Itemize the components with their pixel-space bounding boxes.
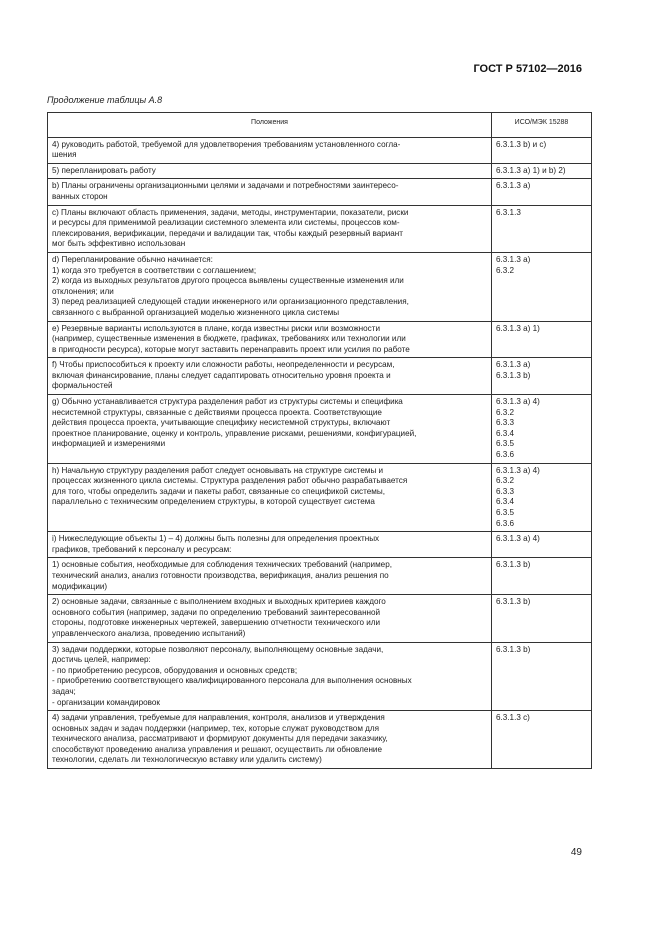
table-header-row [48, 113, 592, 138]
provision-text-line: 3) задачи поддержки, которые позволяют персоналу, выполняющему основные задачи, [52, 644, 384, 654]
provision-text-line: отклонения; или [52, 286, 114, 296]
provision-text-line: способствуют проведению анализа управления и решают, осуществить ли обновление [52, 744, 382, 754]
provision-cell [48, 137, 492, 163]
provision-text-line: формальностей [52, 381, 113, 391]
provision-text-line: 5) перепланировать работу [52, 165, 156, 175]
iso-reference: 6.3.1.3 c) [496, 713, 530, 723]
provision-cell [48, 252, 492, 321]
table-row [48, 179, 592, 205]
table-row [48, 463, 592, 532]
provision-cell [48, 321, 492, 358]
provision-text-line: основных задач и задач поддержки (например, тех, которые служат руководством для [52, 723, 380, 733]
provision-text-line: h) Начальную структуру разделения работ следует основывать на структуре системы и [52, 465, 384, 475]
table-row [48, 395, 592, 464]
table-row [48, 711, 592, 769]
table-row [48, 252, 592, 321]
provision-text-line: задач; [52, 686, 76, 696]
iso-reference-cell [492, 137, 592, 163]
provision-text-line: шения [52, 150, 77, 160]
iso-reference: 6.3.3 [496, 418, 515, 428]
standard-header: ГОСТ Р 57102—2016 [473, 63, 582, 75]
provision-text-line: графиков, требований к персоналу и ресурсам: [52, 544, 232, 554]
iso-reference-cell [492, 532, 592, 558]
iso-reference: 6.3.3 [496, 486, 515, 496]
table-row [48, 137, 592, 163]
provision-text-line: 2) основные задачи, связанные с выполнением входных и выходных критериев каждого [52, 597, 386, 607]
iso-reference-cell [492, 395, 592, 464]
provision-text-line: информацией и измерениями [52, 439, 166, 449]
iso-reference-cell [492, 321, 592, 358]
iso-reference: 6.3.1.3 b) [496, 644, 531, 654]
provision-text-line: стороны, подготовке инженерных чертежей, завершению отчетности технического или [52, 618, 381, 628]
provision-text-line: для того, чтобы определить задачи и пакеты работ, связанные со спецификой системы, [52, 486, 385, 496]
provision-cell [48, 463, 492, 532]
iso-reference: 6.3.5 [496, 508, 515, 517]
iso-reference: 6.3.1.3 [496, 207, 521, 217]
provision-text-line: проектное планирование, оценку и контроль, управление рисками, решениями, конфигурацией, [52, 428, 417, 438]
iso-reference: 6.3.1.3 a) 4) [496, 534, 540, 544]
iso-reference: 6.3.6 [496, 450, 515, 460]
provision-text-line: b) Планы ограничены организационными целями и задачами и потребностями заинтересо- [52, 181, 399, 191]
provision-cell [48, 395, 492, 464]
column-header-provisions: Положения [48, 113, 492, 138]
iso-reference-cell [492, 252, 592, 321]
iso-reference-cell [492, 595, 592, 642]
iso-reference: 6.3.1.3 b) [496, 560, 531, 570]
provision-text-line: d) Перепланирование обычно начинается: [52, 254, 213, 264]
provision-text-line: (например, существенные изменения в бюджете, графиках, требованиях или технологии или [52, 334, 406, 344]
provision-cell [48, 642, 492, 711]
provision-text-line: и ресурсы для применимой реализации системного элемента или системы, процессов ком- [52, 218, 400, 228]
provision-text-line: параллельно с техническим определением структуры, в которой существует система [52, 497, 375, 507]
provision-text-line: e) Резервные варианты используются в плане, когда известны риски или возможности [52, 323, 380, 333]
provision-text-line: процессах жизненного цикла системы. Структура разделения работ обычно разрабатывается [52, 476, 408, 486]
iso-reference-cell [492, 205, 592, 252]
provision-text-line: ванных сторон [52, 191, 108, 201]
provision-cell [48, 532, 492, 558]
provision-cell [48, 179, 492, 205]
table-row [48, 358, 592, 395]
provision-text-line: g) Обычно устанавливается структура разделения работ из структуры системы и спецификa [52, 397, 403, 407]
provision-text-line: основного события (например, задачи по определению требований заинтересованной [52, 607, 381, 617]
table-row [48, 558, 592, 595]
provision-text-line: включая финансирование, планы следует садаптировать относительно уровня проекта и [52, 370, 391, 380]
column-header-iso: ИСО/МЭК 15288 [492, 113, 592, 138]
provision-text-line: 3) перед реализацией следующей стадии инженерного или организационного представления, [52, 297, 409, 307]
provision-cell [48, 358, 492, 395]
iso-reference: 6.3.1.3 a) [496, 360, 531, 370]
provision-text-line: - по приобретению ресурсов, оборудования и основных средств; [52, 665, 298, 675]
iso-reference: 6.3.1.3 a) 4) [496, 397, 540, 407]
iso-reference: 6.3.4 [496, 428, 515, 438]
provision-text-line: c) Планы включают область применения, задачи, методы, инструментарии, показатели, риски [52, 207, 409, 217]
provision-text-line: 4) руководить работой, требуемой для удовлетворения требованиям установленного согла- [52, 139, 401, 149]
table-body [48, 137, 592, 768]
iso-reference: 6.3.6 [496, 518, 515, 528]
provision-cell [48, 558, 492, 595]
provision-text-line: 1) когда это требуется в соответствии с соглашением; [52, 265, 257, 275]
iso-reference-cell [492, 179, 592, 205]
provision-text-line: 1) основные события, необходимые для соблюдения технических требований (например, [52, 560, 392, 570]
iso-reference-cell [492, 711, 592, 769]
table-row [48, 163, 592, 179]
iso-reference-cell [492, 642, 592, 711]
provision-text-line: модификации) [52, 581, 108, 591]
iso-reference: 6.3.4 [496, 497, 515, 507]
iso-reference: 6.3.1.3 b) и c) [496, 139, 547, 149]
provisions-table [47, 112, 592, 769]
iso-reference: 6.3.1.3 b) [496, 597, 531, 607]
provision-cell [48, 205, 492, 252]
provision-text-line: технологии, сделать ли технологическую вставку или удалить систему) [52, 755, 322, 765]
iso-reference: 6.3.5 [496, 439, 515, 449]
table-caption: Продолжение таблицы А.8 [47, 95, 163, 105]
provision-text-line: действия процесса проекта, учитывающие специфику несистемной структуры, включают [52, 418, 391, 428]
provision-text-line: - организации командировок [52, 697, 160, 707]
iso-reference: 6.3.1.3 a) 4) [496, 465, 540, 475]
provision-text-line: в пригодности ресурса), которые могут заставить перенаправить проект или усилия по работе [52, 344, 410, 354]
provision-text-line: плексирования, верификации, передачи и валидации так, чтобы каждый резервный вариант [52, 228, 404, 238]
iso-reference: 6.3.1.3 a) 1) [496, 323, 540, 333]
iso-reference-cell [492, 358, 592, 395]
provision-text-line: управленческого анализа, проведению испытаний) [52, 628, 246, 638]
provision-text-line: технический анализ, анализ готовности производства, верификация, анализ решения по [52, 570, 389, 580]
iso-reference: 6.3.2 [496, 265, 515, 275]
table-row [48, 642, 592, 711]
provision-text-line: i) Нижеследующие объекты 1) – 4) должны быть полезны для определения проектных [52, 534, 380, 544]
iso-reference: 6.3.1.3 a) [496, 181, 531, 191]
page-number: 49 [570, 847, 582, 858]
provision-text-line: 4) задачи управления, требуемые для направления, контроля, анализов и утверждения [52, 713, 385, 723]
iso-reference: 6.3.1.3 b) [496, 370, 531, 380]
provision-text-line: мог быть эффективно использован [52, 239, 186, 249]
iso-reference-cell [492, 163, 592, 179]
iso-reference: 6.3.1.3 a) [496, 254, 531, 264]
provision-text-line: достичь целей, например: [52, 655, 151, 665]
provision-text-line: связанного с выбранной организацией моделью жизненного цикла системы [52, 307, 340, 317]
iso-reference: 6.3.2 [496, 407, 515, 417]
provision-text-line: 2) когда из выходных результатов другого процесса выявлены существенные изменения или [52, 276, 404, 286]
iso-reference-cell [492, 558, 592, 595]
table-row [48, 532, 592, 558]
provision-text-line: технического анализа, рассматривают и формируют документы для передачи заказчику, [52, 734, 388, 744]
provision-text-line: - приобретению соответствующего квалифицированного персонала для выполнения основных [52, 676, 412, 686]
provision-cell [48, 711, 492, 769]
provision-cell [48, 163, 492, 179]
table-row [48, 321, 592, 358]
iso-reference: 6.3.1.3 а) 1) и b) 2) [496, 165, 566, 175]
table-row [48, 595, 592, 642]
iso-reference: 6.3.2 [496, 476, 515, 486]
provision-cell [48, 595, 492, 642]
iso-reference-cell [492, 463, 592, 532]
provision-text-line: несистемной структуры, связанные с действиями процесса проекта. Соответствующие [52, 407, 382, 417]
provision-text-line: f) Чтобы приспособиться к проекту или сложности работы, неопределенности и ресурсам, [52, 360, 395, 370]
table-row [48, 205, 592, 252]
